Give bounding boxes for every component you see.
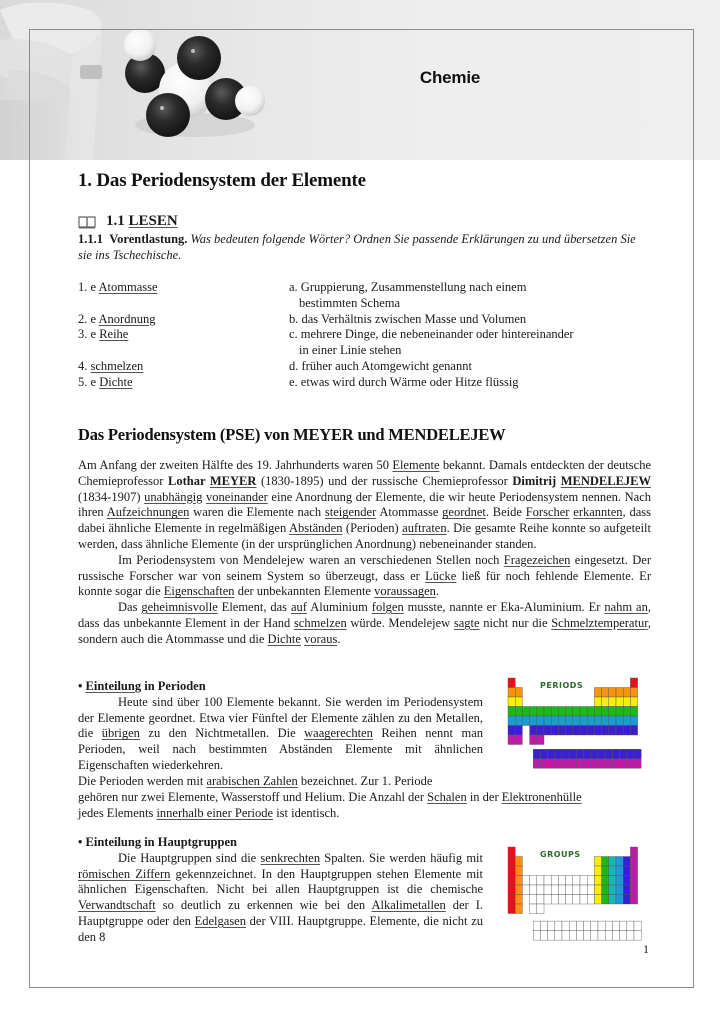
chapter-title: 1. Das Periodensystem der Elemente (78, 170, 366, 191)
hauptgruppen-section (78, 835, 483, 946)
perioden-text: Heute sind über 100 Elemente bekannt. Sie werden im Periodensystem der Elemente geordnet. Etwa vier Fünftel der Elemente zählen zu den Metallen, die übrigen zu den Nichtmetallen. Die waagerechten Reihen nennt man Perioden, weil nach bestimmten Abständen Elemente mit ähnlichen Eigenschaften wiederkehren. (78, 694, 483, 772)
lesen-label: LESEN (128, 213, 178, 229)
sub-number: 1.1.1 (78, 231, 103, 246)
vocab-definition: a. Gruppierung, Zusammenstellung nach einem bestimmten Schema (289, 280, 527, 310)
perioden-text-2: Die Perioden werden mit arabischen Zahlen bezeichnet. Zur 1. Periode (78, 773, 433, 788)
vocab-definition: e. etwas wird durch Wärme oder Hitze flüssig (289, 374, 519, 389)
lesen-heading (78, 214, 651, 230)
lesen-number: 1.1 (106, 213, 125, 229)
vocab-term: 2. e Anordnung (78, 311, 156, 326)
sub-title: Vorentlastung. (109, 231, 188, 246)
pse-body-text (78, 458, 651, 648)
lesen-section (78, 214, 651, 263)
instruction-text: Was bedeuten folgende Wörter? Ordnen Sie passende Erklärungen zu und übersetzen Sie sie ins Tschechische. (78, 231, 636, 262)
vocab-definition: b. das Verhältnis zwischen Masse und Volumen (289, 311, 527, 326)
vocab-row (78, 312, 651, 328)
document-header-title: Chemie (419, 68, 481, 87)
page-number: 1 (643, 942, 649, 956)
vocab-definition: d. früher auch Atomgewicht genannt (289, 358, 472, 373)
perioden-heading: • Einteilung in Perioden (78, 679, 206, 693)
vorentlastung-instruction (78, 232, 651, 264)
vocab-definition: c. mehrere Dinge, die nebeneinander oder hintereinander in einer Linie stehen (289, 327, 574, 358)
vocab-term: 1. e Atommasse (78, 280, 158, 294)
vocab-term: 3. e Reihe (78, 327, 129, 342)
perioden-text-tail: gehören nur zwei Elemente, Wasserstoff und Helium. Die Anzahl der Schalen in der Elektronenhülle jedes Elements innerhalb einer Periode ist identisch. (78, 790, 582, 820)
paragraph-2: Im Periodensystem von Mendelejew waren an verschiedenen Stellen noch Fragezeichen eingesetzt. Der russische Forscher war von seinem System so überzeugt, dass er Lücke ließ für noch fehlende Elemente. Er konnte sogar die Eigenschaften der unbekannten Elemente voraussagen. (78, 552, 651, 599)
book-icon (78, 215, 96, 229)
paragraph-1: Am Anfang der zweiten Hälfte des 19. Jahrhunderts waren 50 Elemente bekannt. Damals entdeckten der deutsche Chemieprofessor Lothar MEYER (1830-1895) und der russische Chemieprofessor Dimitrij MENDELEJEW (1834-1907) unabhängig voneinander eine Anordnung der Elemente, die wir heute Periodensystem nennen. Nach ihren Aufzeichnungen waren die Elemente nach steigender Atommasse geordnet. Beide Forscher erkannten, dass dabei ähnliche Elemente in regelmäßigen Abständen (Perioden) auftraten. Die gesamte Reihe konnte so aufgeteilt werden, dass ähnliche Elemente (in der ursprünglichen Anordnung) nebeneinander standen. (78, 458, 652, 551)
groups-image-label: GROUPS (540, 850, 581, 859)
vocab-row (78, 280, 651, 312)
section-title-pse: Das Periodensystem (PSE) von MEYER und MENDELEJEW (78, 425, 506, 444)
hauptgruppen-heading: • Einteilung in Hauptgruppen (78, 835, 237, 849)
periods-image-label: PERIODS (540, 681, 584, 690)
vocab-row (78, 327, 651, 359)
periods-table-image (500, 675, 650, 770)
vocab-row (78, 359, 651, 375)
groups-table-image (500, 845, 650, 945)
vocab-matching (78, 280, 651, 391)
vocab-row (78, 375, 651, 391)
vocab-term: 4. schmelzen (78, 358, 144, 373)
hauptgruppen-text: Die Hauptgruppen sind die senkrechten Spalten. Sie werden häufig mit römischen Ziffern gekennzeichnet. In den Hauptgruppen stehen Elemente mit ähnlichen Eigenschaften. Nicht bei allen Hauptgruppen ist die chemische Verwandtschaft so deutlich zu erkennen wie bei den Alkalimetallen der I. Hauptgruppe oder den Edelgasen der VIII. Hauptgruppe. Elemente, die nicht zu den 8 (78, 850, 484, 944)
vocab-term: 5. e Dichte (78, 374, 133, 389)
perioden-section (78, 679, 483, 790)
paragraph-3: Das geheimnisvolle Element, das auf Aluminium folgen musste, nannte er Eka-Aluminium. Er nahm an, dass das unbekannte Element in der Hand schmelzen würde. Mendelejew sagte nicht nur die Schmelztemperatur, sondern auch die Atommasse und die Dichte voraus. (78, 600, 651, 646)
